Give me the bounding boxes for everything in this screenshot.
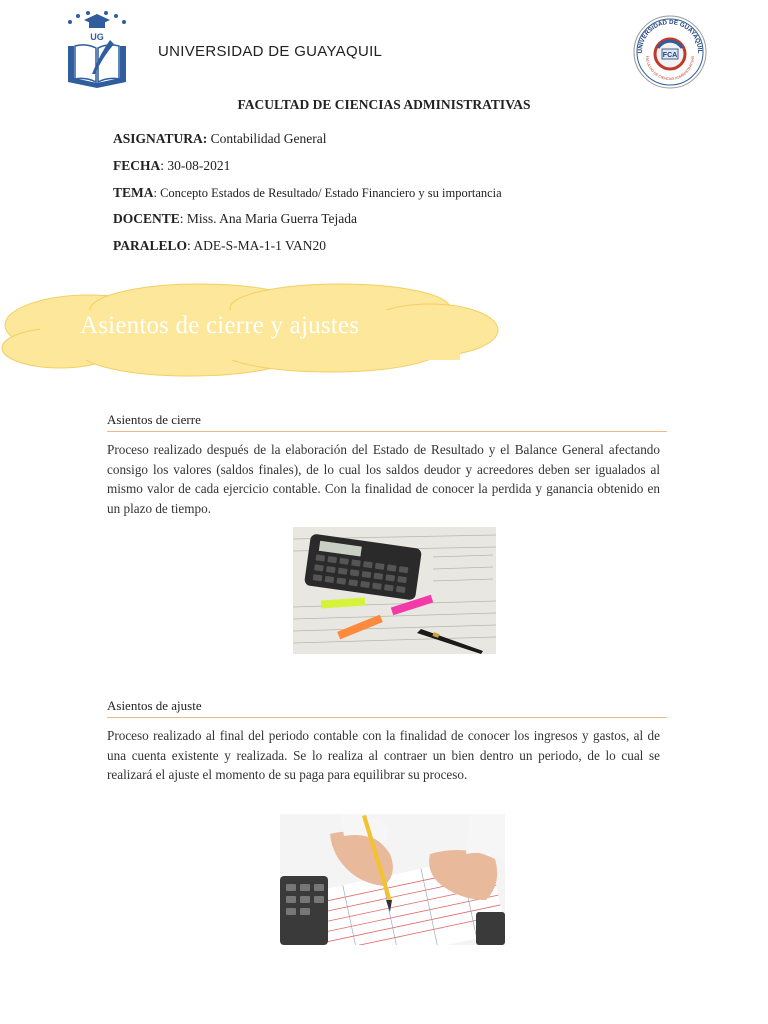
meta-asignatura-label: ASIGNATURA: — [113, 131, 208, 146]
section-text-cierre: Proceso realizado después de la elaboración del Estado de Resultado y el Balance General afectando consigo los valores (saldos finales), de lo cual los saldos deudor y acreedores deben ser igualados al mismo valor de cada ejercicio contable. Con la finalidad de conocer la perdida y ganancia obtenido en un plazo de tiempo. — [107, 442, 660, 517]
section-text-ajuste: Proceso realizado al final del periodo contable con la finalidad de conocer los ingresos y gastos, al de una cuenta existente y realizada. Se lo realiza al contraer un bien dentro un periodo, de lo cual se realizará el ajuste el momento de su paga para equilibrar su proceso. — [107, 728, 660, 783]
calculator-photo — [293, 527, 496, 654]
seal-center-text: FCA — [662, 52, 678, 59]
meta-tema-label: TEMA — [113, 185, 154, 200]
meta-fecha-value: : 30-08-2021 — [160, 158, 231, 173]
faculty-seal-icon — [632, 14, 708, 90]
seal-bottom-text: FACULTAD DE CIENCIAS ADMINISTRATIVAS — [644, 55, 696, 82]
meta-asignatura-value: Contabilidad General — [207, 131, 327, 146]
university-name: UNIVERSIDAD DE GUAYAQUIL — [158, 43, 383, 60]
meta-docente — [113, 211, 357, 227]
meta-paralelo-value: : ADE-S-MA-1-1 VAN20 — [187, 238, 327, 253]
meta-asignatura — [113, 131, 326, 147]
section-title-cierre: Asientos de cierre — [107, 412, 667, 432]
meta-paralelo-label: PARALELO — [113, 238, 188, 253]
meta-fecha-label: FECHA — [113, 158, 161, 173]
seal-top-text: UNIVERSIDAD DE GUAYAQUIL — [636, 18, 704, 54]
hands-writing-photo — [280, 814, 505, 945]
meta-docente-label: DOCENTE — [113, 211, 180, 226]
university-logo-icon — [62, 10, 132, 90]
meta-fecha — [113, 158, 230, 174]
meta-tema — [113, 185, 502, 201]
meta-docente-value: : Miss. Ana Maria Guerra Tejada — [179, 211, 358, 226]
faculty-title: FACULTAD DE CIENCIAS ADMINISTRATIVAS — [237, 97, 531, 112]
banner-title: Asientos de cierre y ajustes — [80, 312, 360, 339]
meta-tema-value: : Concepto Estados de Resultado/ Estado Financiero y su importancia — [153, 186, 502, 200]
meta-paralelo — [113, 238, 326, 254]
section-title-ajuste: Asientos de ajuste — [107, 698, 667, 718]
logo-letters: UG — [90, 32, 104, 42]
